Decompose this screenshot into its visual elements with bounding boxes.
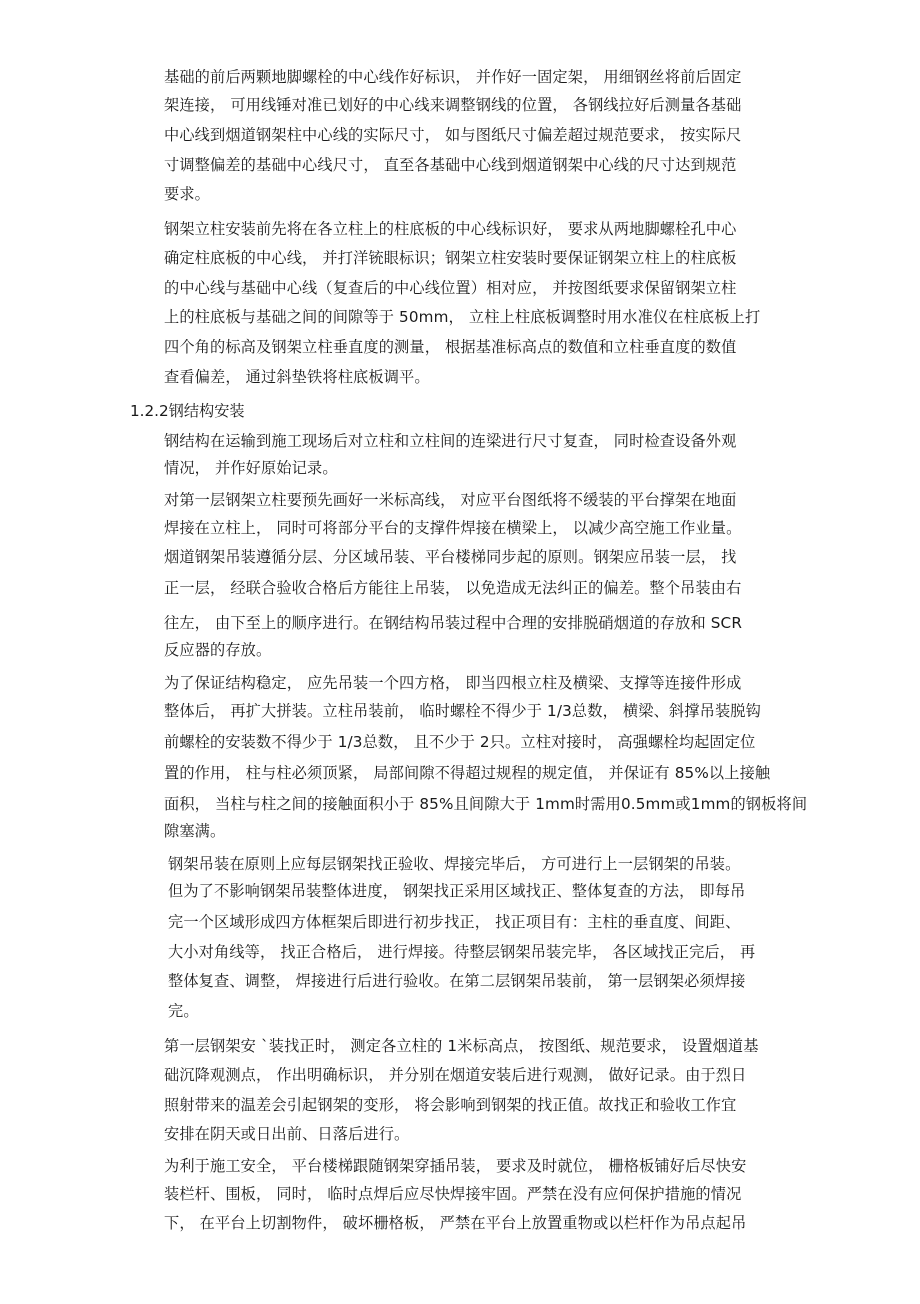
text-line: 焊接在立柱上， 同时可将部分平台的支撑件焊接在横梁上， 以减少高空施工作业量。: [164, 519, 742, 537]
text-line: 基础的前后两颗地脚螺栓的中心线作好标识， 并作好一固定架， 用细钢丝将前后固定: [164, 68, 742, 86]
text-line: 装栏杆、围板， 同时， 临时点焊后应尽快焊接牢固。严禁在没有应何保护措施的情况: [164, 1185, 742, 1203]
text-line: 架连接， 可用线锤对准已划好的中心线来调整钢线的位置， 各钢线拉好后测量各基础: [164, 96, 742, 114]
text-line: 第一层钢架安 `装找正时， 测定各立柱的 1米标高点， 按图纸、规范要求， 设置烟道基: [164, 1037, 759, 1055]
text-line: 整体后， 再扩大拼装。立柱吊装前， 临时螺栓不得少于 1/3总数， 横梁、斜撑吊装脱钩: [164, 702, 761, 720]
text-line: 但为了不影响钢架吊装整体进度， 钢架找正采用区域找正、整体复查的方法， 即每吊: [168, 882, 746, 900]
text-line: 面积， 当柱与柱之间的接触面积小于 85%且间隙大于 1mm时需用0.5mm或1mm的钢板将间: [164, 795, 808, 813]
text-line: 完。: [168, 1002, 199, 1020]
text-line: 前螺栓的安装数不得少于 1/3总数， 且不少于 2只。立柱对接时， 高强螺栓均起固定位: [164, 733, 756, 751]
text-line: 础沉降观测点， 作出明确标识， 并分别在烟道安装后进行观测， 做好记录。由于烈日: [164, 1066, 747, 1084]
text-line: 为了保证结构稳定， 应先吊装一个四方格， 即当四根立柱及横梁、支撑等连接件形成: [164, 674, 742, 692]
text-line: 的中心线与基础中心线（复查后的中心线位置）相对应， 并按图纸要求保留钢架立柱: [164, 279, 737, 297]
text-line: 上的柱底板与基础之间的间隙等于 50mm， 立柱上柱底板调整时用水准仪在柱底板上打: [164, 308, 761, 326]
text-line: 为利于施工安全， 平台楼梯跟随钢架穿插吊装， 要求及时就位， 栅格板铺好后尽快安: [164, 1157, 747, 1175]
text-line: 正一层， 经联合验收合格后方能往上吊装， 以免造成无法纠正的偏差。整个吊装由右: [164, 579, 742, 597]
text-line: 查看偏差， 通过斜垫铁将柱底板调平。: [164, 368, 430, 386]
text-line: 确定柱底板的中心线， 并打洋铳眼标识；钢架立柱安装时要保证钢架立柱上的柱底板: [164, 249, 737, 267]
text-line: 要求。: [164, 185, 211, 203]
text-line: 反应器的存放。: [164, 641, 272, 659]
text-line: 中心线到烟道钢架柱中心线的实际尺寸， 如与图纸尺寸偏差超过规范要求， 按实际尺: [164, 126, 742, 144]
text-line: 照射带来的温差会引起钢架的变形， 将会影响到钢架的找正值。故找正和验收工作宜: [164, 1096, 737, 1114]
text-line: 情况， 并作好原始记录。: [164, 459, 338, 477]
text-line: 钢结构在运输到施工现场后对立柱和立柱间的连梁进行尺寸复查， 同时检查设备外观: [164, 432, 737, 450]
text-line: 整体复查、调整， 焊接进行后进行验收。在第二层钢架吊装前， 第一层钢架必须焊接: [168, 972, 746, 990]
text-line: 钢架吊装在原则上应每层钢架找正验收、焊接完毕后， 方可进行上一层钢架的吊装。: [168, 855, 741, 873]
text-line: 安排在阴天或日出前、日落后进行。: [164, 1125, 410, 1143]
text-line: 完一个区域形成四方体框架后即进行初步找正， 找正项目有：主柱的垂直度、间距、: [168, 913, 741, 931]
text-line: 四个角的标高及钢架立柱垂直度的测量， 根据基准标高点的数值和立柱垂直度的数值: [164, 338, 737, 356]
text-line: 大小对角线等， 找正合格后， 进行焊接。待整层钢架吊装完毕， 各区域找正完后， 再: [168, 943, 756, 961]
text-line: 对第一层钢架立柱要预先画好一米标高线， 对应平台图纸将不缓装的平台撑架在地面: [164, 491, 737, 509]
text-line: 隙塞满。: [164, 822, 226, 840]
section-heading: 1.2.2钢结构安装: [130, 402, 245, 420]
text-line: 置的作用， 柱与柱必须顶紧， 局部间隙不得超过规程的规定值， 并保证有 85%以上接触: [164, 764, 771, 782]
text-line: 寸调整偏差的基础中心线尺寸， 直至各基础中心线到烟道钢架中心线的尺寸达到规范: [164, 156, 737, 174]
text-line: 往左， 由下至上的顺序进行。在钢结构吊装过程中合理的安排脱硝烟道的存放和 SCR: [164, 614, 743, 632]
text-line: 钢架立柱安装前先将在各立柱上的柱底板的中心线标识好， 要求从两地脚螺栓孔中心: [164, 220, 737, 238]
text-line: 下， 在平台上切割物件， 破坏栅格板， 严禁在平台上放置重物或以栏杆作为吊点起吊: [164, 1214, 747, 1232]
text-line: 烟道钢架吊装遵循分层、分区域吊装、平台楼梯同步起的原则。钢架应吊装一层， 找: [164, 548, 737, 566]
